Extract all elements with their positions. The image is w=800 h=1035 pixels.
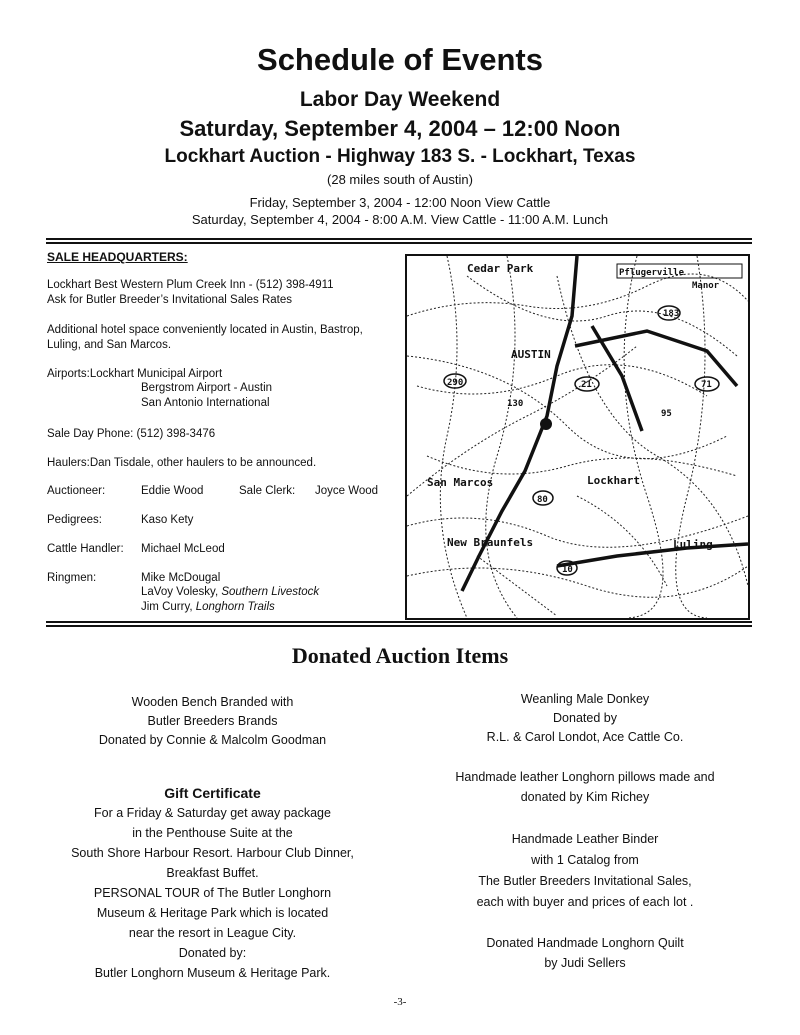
map-label-lockhart: Lockhart: [587, 474, 640, 487]
divider-top: [46, 238, 752, 244]
ringman-2: [141, 586, 319, 598]
handler-value: Michael McLeod: [141, 543, 225, 555]
map-label-new-braunfels: New Braunfels: [447, 536, 534, 549]
map-label-pflugerville: Pflugerville: [619, 268, 685, 278]
ringmen-row: [47, 571, 220, 586]
donkey-line-1: Weanling Male Donkey: [520, 692, 650, 706]
rates-line: Ask for Butler Breeder’s Invitational Sales Rates: [47, 294, 293, 306]
map-label-austin: AUSTIN: [511, 348, 551, 361]
gift-line-3: South Shore Harbour Resort. Harbour Club Dinner,: [71, 846, 354, 860]
gift-line-9: Butler Longhorn Museum & Heritage Park.: [94, 966, 331, 980]
gift-line-2: in the Penthouse Suite at the: [132, 826, 293, 840]
quilt-line-1: Donated Handmade Longhorn Quilt: [486, 936, 684, 950]
clerk-value: Joyce Wood: [315, 485, 379, 497]
schedule-saturday: Saturday, September 4, 2004 - 8:00 A.M. View Cattle - 11:00 A.M. Lunch: [191, 212, 609, 227]
handler-row: [47, 542, 225, 557]
airports-row: [47, 367, 222, 382]
map-label-cedar-park: Cedar Park: [467, 262, 534, 275]
map-drawing: [407, 256, 748, 618]
map-label-21: 21: [581, 380, 592, 390]
haulers-row: [47, 456, 316, 471]
gift-line-8: Donated by:: [178, 946, 247, 960]
gift-line-4: Breakfast Buffet.: [166, 866, 259, 880]
airports-label: Airports:: [47, 368, 90, 380]
bench-line-3: Donated by Connie & Malcolm Goodman: [98, 733, 327, 747]
additional-hotels-2: Luling, and San Marcos.: [47, 339, 172, 351]
event-weekend: Labor Day Weekend: [299, 88, 501, 111]
map-label-manor: Manor: [692, 281, 720, 291]
event-location: Lockhart Auction - Highway 183 S. - Lockhart, Texas: [164, 146, 636, 167]
map-label-luling: Luling: [673, 538, 713, 551]
gift-line-1: For a Friday & Saturday get away package: [94, 806, 331, 820]
sale-day-phone: Sale Day Phone: (512) 398-3476: [47, 428, 216, 440]
pedigrees-label: Pedigrees:: [47, 514, 102, 526]
gift-line-6: Museum & Heritage Park which is located: [96, 906, 329, 920]
gift-line-7: near the resort in League City.: [128, 926, 297, 940]
auctioneer-label: Auctioneer:: [47, 485, 106, 497]
map-label-130: 130: [507, 399, 524, 409]
ringman-3-name: Jim Curry,: [141, 601, 196, 613]
bench-line-2: Butler Breeders Brands: [147, 714, 278, 728]
pillows-line-2: donated by Kim Richey: [520, 790, 650, 804]
donated-heading: Donated Auction Items: [291, 643, 509, 668]
map-label-183: 183: [663, 309, 680, 319]
donkey-line-3: R.L. & Carol Londot, Ace Cattle Co.: [486, 730, 684, 744]
map-label-95: 95: [661, 409, 672, 419]
gift-line-5: PERSONAL TOUR of The Butler Longhorn: [93, 886, 332, 900]
binder-line-1: Handmade Leather Binder: [511, 832, 659, 846]
map-label-290: 290: [447, 378, 464, 388]
ringman-3-org: Longhorn Trails: [195, 601, 275, 613]
headquarters-heading: SALE HEADQUARTERS:: [47, 250, 188, 264]
map-label-10: 10: [562, 565, 573, 575]
binder-line-2: with 1 Catalog from: [531, 853, 639, 867]
ringmen-label: Ringmen:: [47, 572, 97, 584]
bench-line-1: Wooden Bench Branded with: [131, 695, 294, 709]
auctioneer-value: Eddie Wood: [141, 485, 204, 497]
divider-bottom: [46, 621, 752, 627]
hotel-line: Lockhart Best Western Plum Creek Inn - (512) 398-4911: [47, 279, 334, 291]
pedigrees-value: Kaso Kety: [141, 514, 194, 526]
airport-1: Lockhart Municipal Airport: [89, 368, 223, 380]
haulers-value: Dan Tisdale, other haulers to be announced.: [89, 457, 317, 469]
lockhart-marker: [540, 418, 552, 430]
page-number: -3-: [393, 996, 407, 1008]
quilt-line-2: by Judi Sellers: [544, 956, 626, 970]
map-label-71: 71: [701, 380, 712, 390]
event-date: Saturday, September 4, 2004 – 12:00 Noon: [179, 116, 621, 141]
donkey-line-2: Donated by: [553, 711, 617, 725]
airport-2: Bergstrom Airport - Austin: [141, 382, 273, 394]
ringman-2-org: Southern Livestock: [221, 586, 320, 598]
auctioneer-row: [47, 484, 378, 499]
schedule-friday: Friday, September 3, 2004 - 12:00 Noon View Cattle: [249, 195, 551, 210]
pillows-line-1: Handmade leather Longhorn pillows made and: [455, 770, 715, 784]
page-title: Schedule of Events: [257, 42, 543, 77]
haulers-label: Haulers:: [47, 457, 90, 469]
location-note: (28 miles south of Austin): [327, 172, 473, 187]
donated-left-column: [30, 693, 395, 983]
additional-hotels-1: Additional hotel space conveniently located in Austin, Bastrop,: [47, 324, 363, 336]
gift-certificate-title: Gift Certificate: [164, 785, 261, 801]
area-map: [405, 254, 750, 620]
pedigrees-row: [47, 513, 193, 528]
ringman-1: Mike McDougal: [141, 572, 221, 584]
ringman-2-name: LaVoy Volesky,: [141, 586, 222, 598]
binder-line-3: The Butler Breeders Invitational Sales,: [478, 874, 692, 888]
map-label-san-marcos: San Marcos: [427, 476, 494, 489]
ringman-3: [141, 601, 275, 613]
donated-right-column: [405, 690, 765, 973]
map-label-80: 80: [537, 495, 548, 505]
handler-label: Cattle Handler:: [47, 543, 124, 555]
clerk-label: Sale Clerk:: [239, 485, 296, 497]
binder-line-4: each with buyer and prices of each lot .: [476, 895, 694, 909]
airport-3: San Antonio International: [141, 397, 270, 409]
